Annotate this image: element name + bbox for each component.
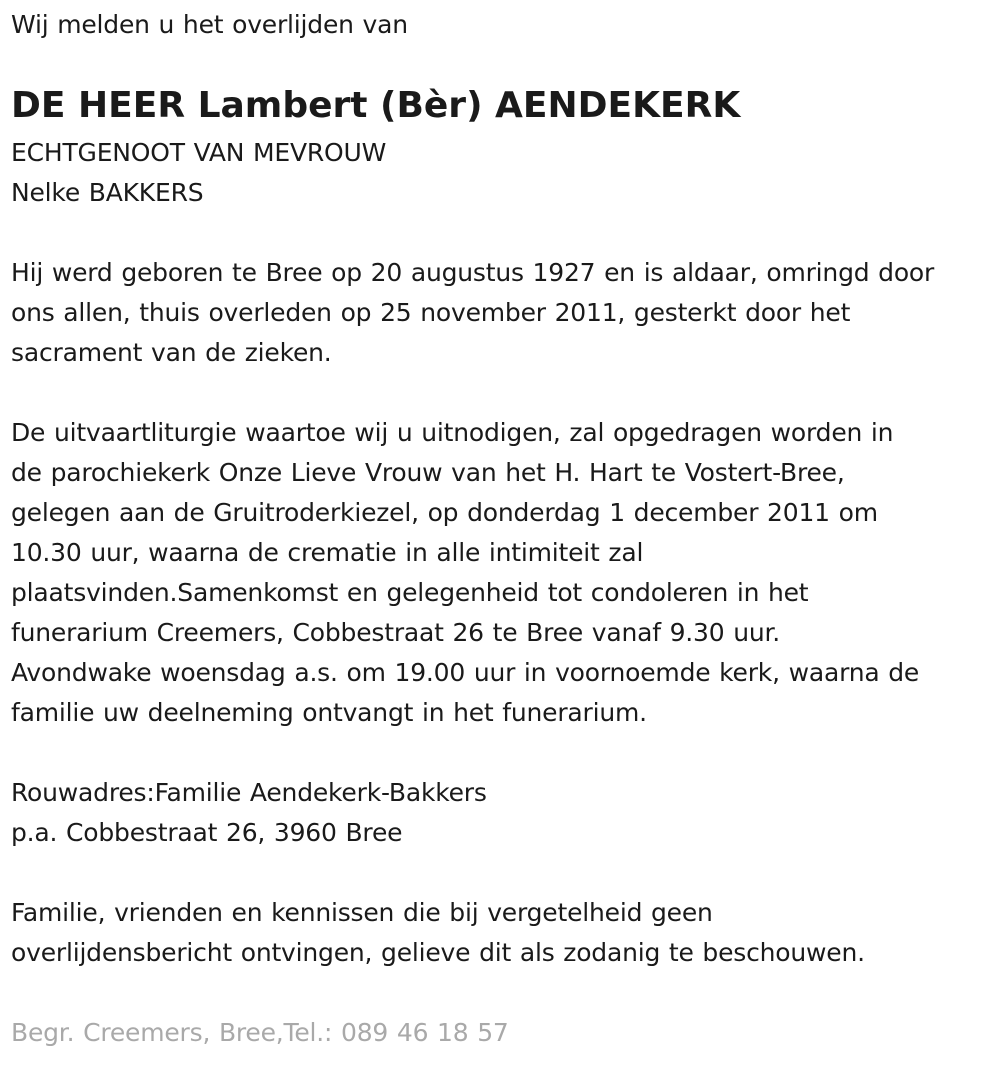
paragraph-line: plaatsvinden.Samenkomst en gelegenheid tot condoleren in het [11,578,809,607]
paragraph-line: gelegen aan de Gruitroderkiezel, op donderdag 1 december 2011 om [11,498,878,527]
birth-death-paragraph [11,253,934,373]
address-line: p.a. Cobbestraat 26, 3960 Bree [11,818,403,847]
mourning-address [11,773,487,853]
paragraph-line: sacrament van de zieken. [11,338,332,367]
paragraph-line: ons allen, thuis overleden op 25 november 2011, gesterkt door het [11,298,851,327]
paragraph-line: overlijdensbericht ontvingen, gelieve dit als zodanig te beschouwen. [11,938,865,967]
paragraph-line: Familie, vrienden en kennissen die bij vergetelheid geen [11,898,713,927]
spouse-relation: ECHTGENOOT VAN MEVROUW [11,138,387,167]
paragraph-line: de parochiekerk Onze Lieve Vrouw van het H. Hart te Vostert-Bree, [11,458,845,487]
deceased-name: DE HEER Lambert (Bèr) AENDEKERK [11,85,741,126]
paragraph-line: Avondwake woensdag a.s. om 19.00 uur in voornoemde kerk, waarna de [11,658,920,687]
paragraph-line: familie uw deelneming ontvangt in het funerarium. [11,698,647,727]
spouse-block [11,133,386,213]
notice-paragraph [11,893,865,973]
paragraph-line: 10.30 uur, waarna de crematie in alle intimiteit zal [11,538,644,567]
funeral-paragraph [11,413,919,733]
address-line: Rouwadres:Familie Aendekerk-Bakkers [11,778,487,807]
spouse-name: Nelke BAKKERS [11,178,204,207]
paragraph-line: Hij werd geboren te Bree op 20 augustus 1927 en is aldaar, omringd door [11,258,935,287]
funeral-home-footer: Begr. Creemers, Bree,Tel.: 089 46 18 57 [11,1018,509,1047]
paragraph-line: De uitvaartliturgie waartoe wij u uitnodigen, zal opgedragen worden in [11,418,894,447]
intro-text: Wij melden u het overlijden van [11,10,408,39]
paragraph-line: funerarium Creemers, Cobbestraat 26 te Bree vanaf 9.30 uur. [11,618,781,647]
